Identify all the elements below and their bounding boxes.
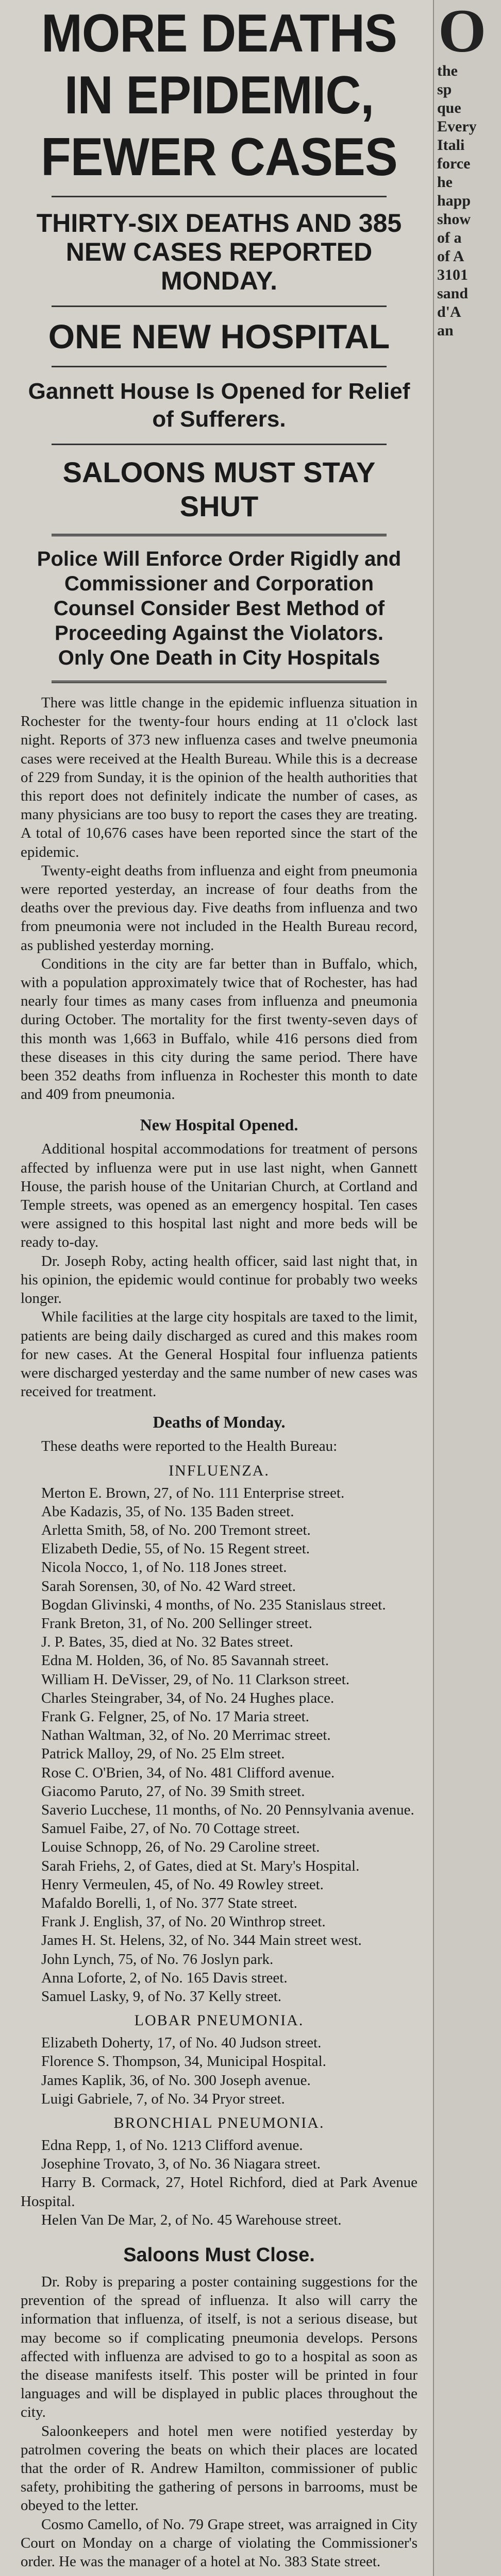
paragraph: There was little change in the epidemic influenza situation in Rochester for the twenty-four hours ending at 11 o'clock last night. Reports of 373 new influenza cases and twelve pneumonia cases were received at the Health Bureau. While this is a decrease of 229 from Sunday, it is the opinion of the health authorities that this report does not definitely indicate the number of cases, as many physicians are too busy to report the cases they are treating. A total of 10,676 cases have been reported since the start of the epidemic. bbox=[21, 694, 417, 860]
deck-gannett-house: Gannett House Is Opened for Relief of Sufferers. bbox=[28, 379, 410, 432]
death-entry: Samuel Faibe, 27, of No. 70 Cottage street. bbox=[41, 1820, 300, 1837]
death-entry: James H. St. Helens, 32, of No. 344 Main street west. bbox=[41, 1932, 362, 1949]
divider bbox=[52, 196, 387, 197]
death-entry: James Kaplik, 36, of No. 300 Joseph avenue. bbox=[41, 2072, 311, 2089]
death-entry: Florence S. Thompson, 34, Municipal Hospital. bbox=[41, 2053, 326, 2070]
paragraph: Additional hospital accommodations for treatment of persons affected by influenza were put in use last night, when Gannett House, the parish house of the Unitarian Church, at Cortland and Temple streets, was opened as an emergency hospital. Ten cases were assigned to this hospital last night and more beds will be ready to-day. bbox=[21, 1141, 417, 1251]
headline-line-3: FEWER CASES bbox=[41, 127, 397, 187]
cause-influenza: INFLUENZA. bbox=[169, 1462, 270, 1479]
death-entry: Henry Vermeulen, 45, of No. 49 Rowley street. bbox=[41, 1876, 324, 1893]
divider bbox=[52, 444, 387, 445]
death-entry: Giacomo Paruto, 27, of No. 39 Smith street. bbox=[41, 1783, 305, 1800]
death-entry: Frank Breton, 31, of No. 200 Sellinger street. bbox=[41, 1615, 312, 1632]
death-entry: Sarah Friehs, 2, of Gates, died at St. Mary's Hospital. bbox=[41, 1857, 360, 1874]
death-entry: Edna Repp, 1, of No. 1213 Clifford avenue. bbox=[41, 2137, 303, 2154]
death-entry: Frank J. English, 37, of No. 20 Winthrop street. bbox=[41, 1913, 326, 1930]
death-entry: Josephine Trovato, 3, of No. 36 Niagara street. bbox=[41, 2156, 321, 2173]
divider bbox=[52, 306, 387, 307]
divider bbox=[52, 534, 387, 536]
paragraph: Conditions in the city are far better than in Buffalo, which, with a population approximately twice that of Rochester, has had nearly four times as many cases from influenza and pneumonia during October. The mortality for the first twenty-seven days of this month was 1,663 in Buffalo, while 416 persons died from these diseases in this city during the same period. There have been 352 deaths from influenza in Rochester this month to date and 409 from pneumonia. bbox=[21, 955, 417, 1103]
deaths-list-bronchial bbox=[21, 2136, 417, 2229]
death-entry: Arletta Smith, 58, of No. 200 Tremont street. bbox=[41, 1521, 311, 1538]
death-entry: Edna M. Holden, 36, of No. 85 Savannah street. bbox=[41, 1652, 329, 1669]
death-entry: Anna Loforte, 2, of No. 165 Davis street. bbox=[41, 1969, 288, 1986]
death-entry: Patrick Malloy, 29, of No. 25 Elm street. bbox=[41, 1745, 285, 1762]
deck-new-hospital: ONE NEW HOSPITAL bbox=[48, 317, 390, 355]
death-entry: Nathan Waltman, 32, of No. 20 Merrimac street. bbox=[41, 1727, 331, 1744]
death-entry: Luigi Gabriele, 7, of No. 34 Pryor street. bbox=[41, 2090, 285, 2107]
divider bbox=[52, 366, 387, 367]
death-entry: Samuel Lasky, 9, of No. 37 Kelly street. bbox=[41, 1988, 282, 2005]
death-entry: J. P. Bates, 35, died at No. 32 Bates street. bbox=[41, 1634, 293, 1651]
paragraph: While facilities at the large city hospitals are taxed to the limit, patients are being daily discharged as cured and this makes room for new cases. At the General Hospital four influenza patients were discharged yesterday and the same number of new cases was received for treatment. bbox=[21, 1309, 417, 1400]
paragraph: Saloonkeepers and hotel men were notified yesterday by patrolmen covering the beats on which their places are located that the order of R. Andrew Hamilton, commissioner of public safety, prohibiting the gathering of persons in barrooms, must be obeyed to the letter. bbox=[21, 2422, 417, 2514]
death-entry: Merton E. Brown, 27, of No. 111 Enterprise street. bbox=[41, 1484, 345, 1501]
deaths-list-influenza bbox=[21, 1484, 417, 2006]
death-entry: Sarah Sorensen, 30, of No. 42 Ward street. bbox=[41, 1578, 296, 1595]
cause-lobar-pneumonia: LOBAR PNEUMONIA. bbox=[134, 2012, 304, 2029]
death-entry: Charles Steingraber, 34, of No. 24 Hughes place. bbox=[41, 1689, 335, 1706]
adjacent-headline-letter: O bbox=[438, 0, 487, 65]
death-entry: Saverio Lucchese, 11 months, of No. 20 Pennsylvania avenue. bbox=[41, 1801, 414, 1818]
paragraph: Dr. Joseph Roby, acting health officer, said last night that, in his opinion, the epidemic would continue for probably two weeks longer. bbox=[21, 1252, 417, 1307]
death-entry: Elizabeth Doherty, 17, of No. 40 Judson street. bbox=[41, 2035, 322, 2052]
deck-deaths: THIRTY-SIX DEATHS AND 385 NEW CASES REPORTED MONDAY. bbox=[36, 209, 402, 295]
death-entry: John Lynch, 75, of No. 76 Joslyn park. bbox=[41, 1951, 274, 1968]
adjacent-text-fragments: the sp que Every Itali force he happ show of a of A 3101 sand d'A an bbox=[437, 62, 477, 339]
paragraph: Dr. Roby is preparing a poster containing suggestions for the prevention of the spread of influenza. It also will carry the information that influenza, of itself, is not a serious disease, but may become so if complicating pneumonia develops. Persons affected with influenza are advised to go to a hospital as soon as the disease manifests itself. This poster will be printed in four languages and will be displayed in public places throughout the city. bbox=[21, 2274, 417, 2421]
deaths-intro: These deaths were reported to the Health Bureau: bbox=[41, 1438, 338, 1455]
adjacent-column-fragment bbox=[433, 0, 501, 2576]
headline-line-1: MORE DEATHS bbox=[41, 4, 397, 63]
deck-saloons: SALOONS MUST STAY SHUT bbox=[62, 456, 376, 522]
article-body bbox=[21, 693, 417, 2571]
deaths-list-lobar bbox=[21, 2033, 417, 2108]
divider bbox=[52, 681, 387, 683]
cause-bronchial-pneumonia: BRONCHIAL PNEUMONIA. bbox=[113, 2114, 325, 2132]
headline-line-2: IN EPIDEMIC, bbox=[64, 65, 374, 125]
death-entry: Louise Schnopp, 26, of No. 29 Caroline street. bbox=[41, 1839, 320, 1856]
death-entry: Frank G. Felgner, 25, of No. 17 Maria street. bbox=[41, 1708, 309, 1725]
subhead-new-hospital: New Hospital Opened. bbox=[140, 1115, 298, 1134]
death-entry: Elizabeth Dedie, 55, of No. 15 Regent street. bbox=[41, 1540, 310, 1557]
paragraph: Twenty-eight deaths from influenza and eight from pneumonia were reported yesterday, an increase of four deaths from the deaths over the previous day. Five deaths from influenza and two from pneumonia were not included in the Health Bureau record, as published yesterday morning. bbox=[21, 862, 417, 954]
death-entry: Harry B. Cormack, 27, Hotel Richford, died at Park Avenue Hospital. bbox=[21, 2174, 417, 2210]
subhead-saloons: Saloons Must Close. bbox=[123, 2244, 315, 2266]
death-entry: Abe Kadazis, 35, of No. 135 Baden street. bbox=[41, 1503, 294, 1520]
paragraph: Cosmo Camello, of No. 79 Grape street, was arraigned in City Court on Monday on a charge of violating the Commissioner's order. He was the manager of a hotel at No. 383 State street. bbox=[21, 2516, 417, 2570]
death-entry: Bogdan Glivinski, 4 months, of No. 235 Stanislaus street. bbox=[41, 1596, 386, 1613]
subhead-deaths: Deaths of Monday. bbox=[153, 1413, 286, 1432]
deck-police-order: Police Will Enforce Order Rigidly and Commissioner and Corporation Counsel Consider Best Method of Proceeding Against the Violators. Only One Death in City Hospitals bbox=[37, 548, 402, 669]
death-entry: Nicola Nocco, 1, of No. 118 Jones street. bbox=[41, 1559, 287, 1576]
death-entry: Rose C. O'Brien, 34, of No. 481 Clifford avenue. bbox=[41, 1764, 335, 1781]
death-entry: Mafaldo Borelli, 1, of No. 377 State street. bbox=[41, 1894, 297, 1911]
death-entry: William H. DeVisser, 29, of No. 11 Clarkson street. bbox=[41, 1671, 350, 1688]
death-entry: Helen Van De Mar, 2, of No. 45 Warehouse street. bbox=[41, 2211, 342, 2228]
